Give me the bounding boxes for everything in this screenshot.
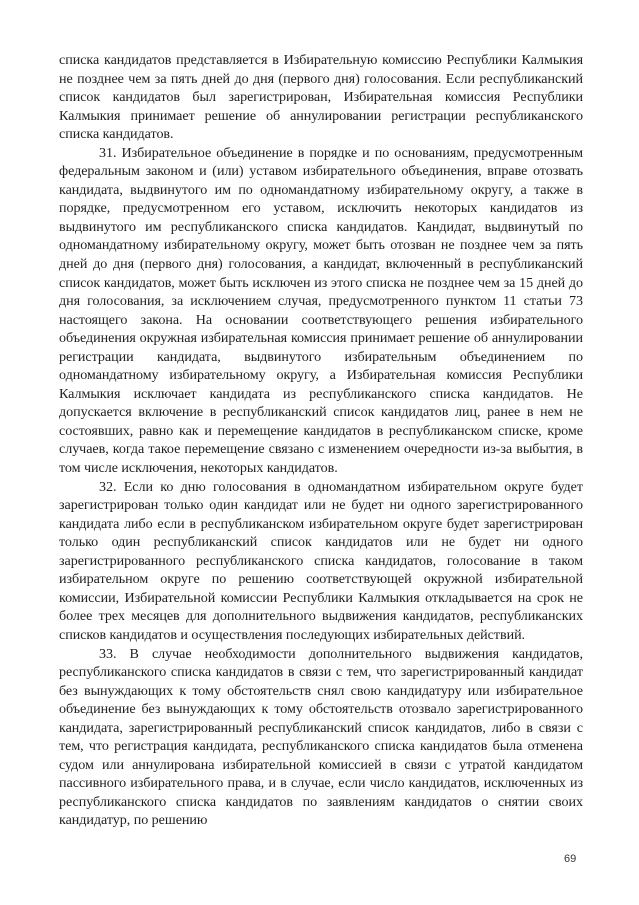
page-number: 69 [564, 853, 577, 865]
document-body [59, 51, 583, 830]
paragraph-33: 33. В случае необходимости дополнительного выдвижения кандидатов, республиканского списка кандидатов в связи с тем, что зарегистрированный кандидат без вынуждающих к тому обстоятельств снял свою кандидатуру или избирательное объединение без вынуждающих к тому обстоятельств отозвало зарегистрированного кандидата, зарегистрированный республиканский список кандидатов, либо в связи с тем, что регистрация кандидата, республиканского списка кандидатов была отменена судом или аннулирована избирательной комиссией в связи с утратой кандидатом пассивного избирательного права, и в случае, если число кандидатов, исключенных из республиканского списка кандидатов по заявлениям кандидатов о снятии своих кандидатур, по решению [59, 645, 583, 829]
paragraph-32: 32. Если ко дню голосования в одномандатном избирательном округе будет зарегистрирован только один кандидат или не будет ни одного зарегистрированного кандидата либо если в республиканском избирательном округе будет зарегистрирован только один республиканский список кандидатов или не будет ни одного зарегистрированного республиканского списка кандидатов, голосование в таком избирательном округе по решению соответствующей окружной избирательной комиссии, Избирательной комиссии Республики Калмыкия откладывается на срок не более трех месяцев для дополнительного выдвижения кандидатов, республиканских списков кандидатов и осуществления последующих избирательных действий. [59, 478, 583, 643]
paragraph-continuation: списка кандидатов представляется в Избирательную комиссию Республики Калмыкия не позднее чем за пять дней до дня (первого дня) голосования. Если республиканский список кандидатов был зарегистрирован, Избирательная комиссия Республики Калмыкия принимает решение об аннулировании регистрации республиканского списка кандидатов. [59, 52, 583, 143]
paragraph-31: 31. Избирательное объединение в порядке и по основаниям, предусмотренным федеральным законом и (или) уставом избирательного объединения, вправе отозвать кандидата, выдвинутого им по одномандатному избирательному округу, а также в порядке, предусмотренном его уставом, исключить некоторых кандидатов из выдвинутого им республиканского списка кандидатов. Кандидат, выдвинутый по одномандатному избирательному округу, может быть отозван не позднее чем за пять дней до дня (первого дня) голосования, а кандидат, включенный в республиканский список кандидатов, может быть исключен из этого списка не позднее чем за 15 дней до дня голосования, за исключением случая, предусмотренного пунктом 11 статьи 73 настоящего закона. На основании соответствующего решения избирательного объединения окружная избирательная комиссия принимает решение об аннулировании регистрации кандидата, выдвинутого избирательным объединением по одномандатному избирательному округу, а Избирательная комиссия Республики Калмыкия исключает кандидата из республиканского списка кандидатов. Не допускается включение в республиканский список кандидатов лиц, ранее в нем не состоявших, равно как и перемещение кандидатов в республиканском списке, кроме случаев, когда такое перемещение связано с изменением очередности из-за выбытия, в том числе исключения, некоторых кандидатов. [59, 144, 583, 477]
